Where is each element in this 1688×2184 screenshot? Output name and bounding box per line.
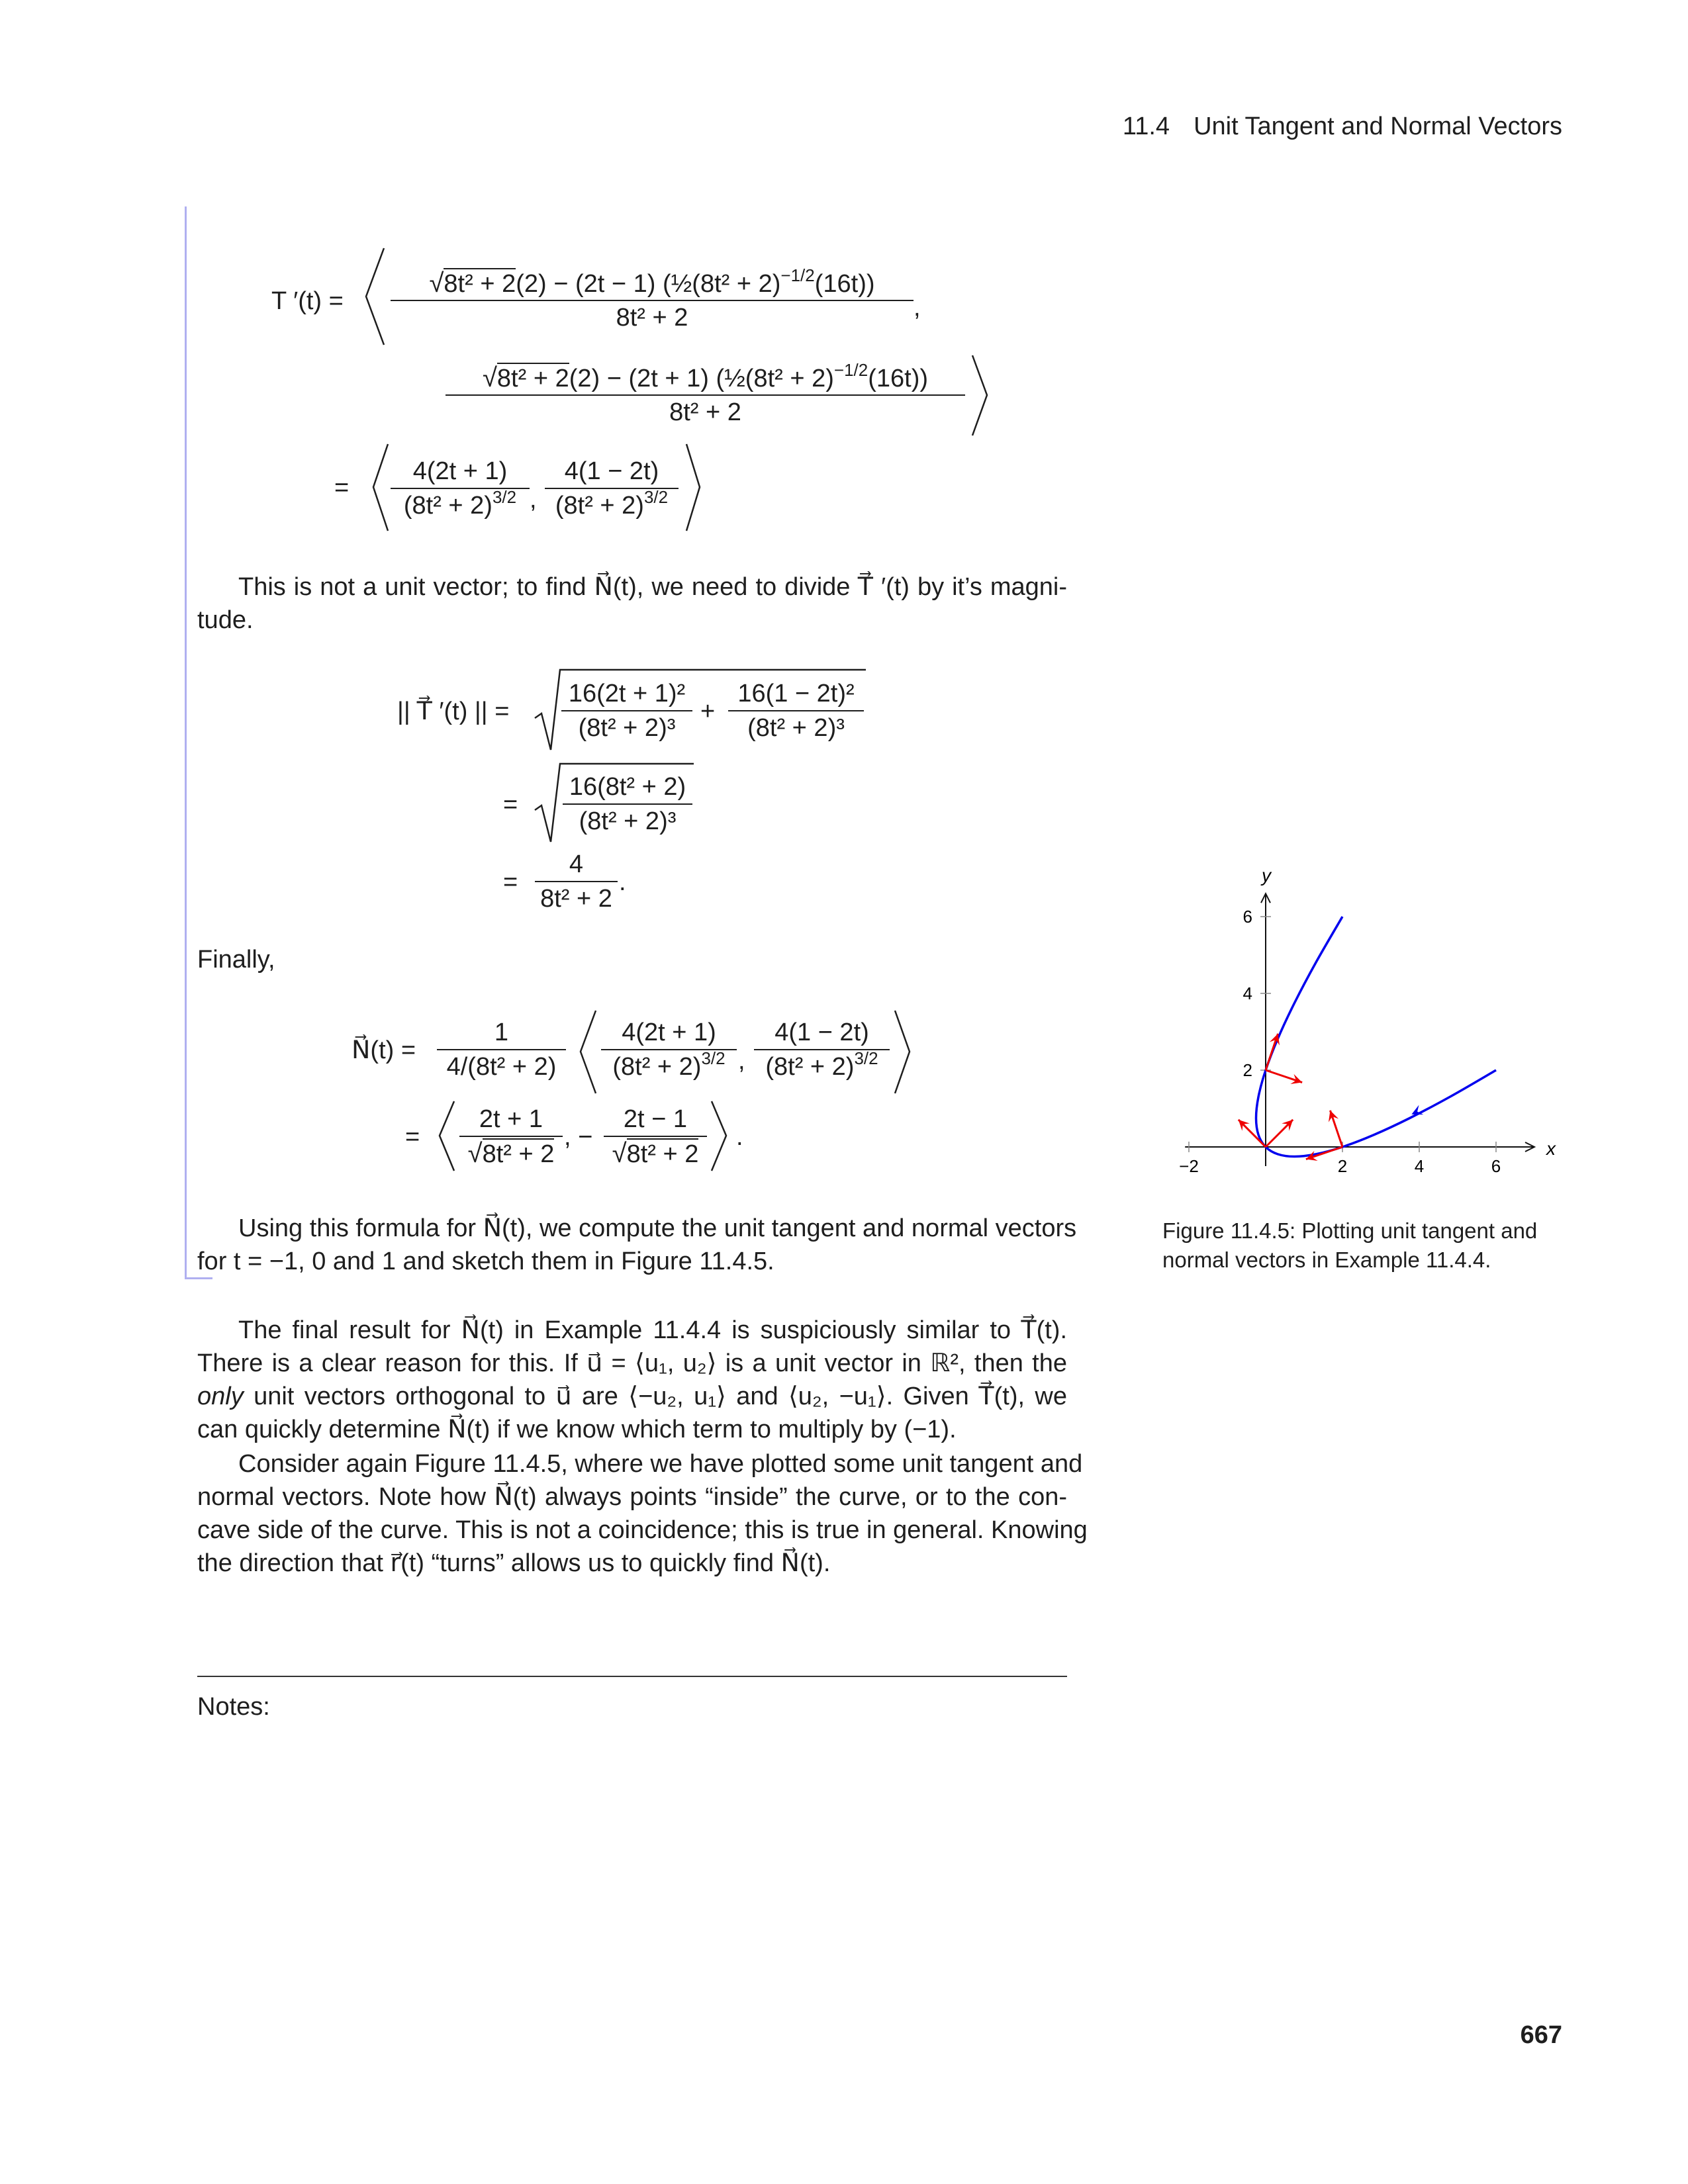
paragraph-line [197, 1413, 1067, 1446]
y-axis-label: y [1262, 865, 1271, 886]
x-tick-label: −2 [1179, 1156, 1199, 1176]
y-tick-label: 2 [1243, 1060, 1252, 1080]
text-segment: unit vectors orthogonal to u⃗ are ⟨−u₂, u₁⟩ and ⟨u₂, −u₁⟩. Given T⃗(t), we [243, 1383, 1067, 1410]
notes-divider [197, 1676, 1067, 1677]
running-header [1123, 113, 1562, 141]
section-number: 11.4 [1122, 113, 1170, 140]
text-segment: the direction that r⃗(t) “turns” allows us to quickly find N⃗(t). [197, 1549, 831, 1577]
comma: , [738, 1047, 745, 1075]
paragraph-line [238, 1314, 1067, 1347]
x-tick-label: 6 [1491, 1156, 1501, 1176]
text-segment: can quickly determine N⃗(t) if we know which term to multiply by (−1). [197, 1416, 957, 1443]
right-angle-bracket [710, 1101, 727, 1171]
tprime-fraction-2: √8t² + 2(2) − (2t + 1) (½(8t² + 2)$^{-1/2}$(16t)) 8t² + 2 [445, 361, 965, 429]
separator: , − [564, 1123, 593, 1151]
tprime-fraction-1: √8t² + 2(2) − (2t − 1) (½(8t² + 2)$^{-1/2}$(16t)) 8t² + 2 [391, 267, 914, 334]
example-margin-bar [185, 206, 187, 1279]
tprime-lhs: T ′(t) = [271, 287, 344, 315]
tprime-simplified-2: 4(1 − 2t) $(8t^2 + 2)^{3/2}$ [545, 455, 679, 522]
plus: + [700, 698, 716, 725]
equals: = [334, 474, 350, 502]
norm-term-1: 16(2t + 1)² (8t² + 2)³ [561, 677, 692, 745]
n-component-2: 4(1 − 2t) $(8t^2 + 2)^{3/2}$ [754, 1016, 890, 1083]
left-angle-bracket [372, 444, 389, 531]
x-tick-label: 4 [1414, 1156, 1425, 1176]
right-angle-bracket [685, 444, 701, 531]
right-angle-bracket [894, 1011, 911, 1093]
n-component-1: 4(2t + 1) $(8t^2 + 2)^{3/2}$ [601, 1016, 737, 1083]
n-final-component-1: 2t + 1 √8t² + 2 [459, 1103, 563, 1170]
norm-result: 4 8t² + 2 [535, 848, 618, 915]
n-lhs: N⃗(t) = [352, 1036, 416, 1064]
equals: = [503, 868, 518, 896]
figure-plot [1158, 860, 1589, 1205]
y-tick-label: 6 [1243, 907, 1252, 927]
text-segment: normal vectors. Note how N⃗(t) always points “inside” the curve, or to the con- [197, 1483, 1067, 1511]
x-tick-label: 2 [1337, 1156, 1348, 1176]
paragraph-line [238, 1447, 1083, 1480]
tprime-simplified-1: 4(2t + 1) $(8t^2 + 2)^{3/2}$ [391, 455, 530, 522]
text-segment: The final result for N⃗(t) in Example 11.4.4 is suspiciously similar to T⃗(t). [238, 1316, 1067, 1344]
paragraph-line [197, 1480, 1067, 1514]
section-title: Unit Tangent and Normal Vectors [1194, 113, 1562, 140]
y-tick-label: 4 [1243, 983, 1252, 1003]
comma: , [530, 486, 537, 514]
left-angle-bracket [579, 1011, 597, 1093]
text-segment: There is a clear reason for this. If u⃗ = ⟨u₁, u₂⟩ is a unit vector in ℝ², then the [197, 1349, 1067, 1377]
paragraph-line [197, 1514, 1088, 1547]
equals: = [405, 1123, 420, 1151]
figure-caption-line: Figure 11.4.5: Plotting unit tangent and [1162, 1218, 1538, 1243]
text-segment: Consider again Figure 11.4.5, where we have plotted some unit tangent and [238, 1450, 1083, 1478]
n-scalar: 1 4/(8t² + 2) [437, 1016, 566, 1083]
equals: = [503, 791, 518, 819]
period: . [736, 1123, 743, 1151]
left-angle-bracket [438, 1101, 455, 1171]
norm-term-2: 16(1 − 2t)² (8t² + 2)³ [728, 677, 864, 745]
finally-text: Finally, [197, 946, 275, 974]
norm-lhs: || T⃗ ′(t) || = [397, 698, 510, 725]
n-final-component-2: 2t − 1 √8t² + 2 [604, 1103, 707, 1170]
paragraph-line: Using this formula for N⃗(t), we compute the unit tangent and normal vectors [238, 1214, 1077, 1242]
comma: , [914, 294, 921, 322]
text-segment: cave side of the curve. This is not a coincidence; this is true in general. Knowing [197, 1516, 1088, 1544]
notes-label: Notes: [197, 1693, 270, 1721]
right-angle-bracket [971, 355, 988, 435]
paragraph-line [197, 1547, 1067, 1580]
period: . [619, 868, 626, 896]
paragraph-line [197, 1347, 1067, 1380]
page-number: 667 [1520, 2021, 1562, 2049]
text-segment: only [197, 1383, 244, 1410]
left-angle-bracket [364, 248, 386, 345]
paragraph-line: This is not a unit vector; to find N⃗(t), we need to divide T⃗ ′(t) by it’s magni- [238, 573, 1067, 601]
paragraph-line: tude. [197, 606, 254, 634]
paragraph-line [197, 1380, 1067, 1413]
norm-step-2: 16(8t² + 2) (8t² + 2)³ [563, 770, 692, 838]
paragraph-line: for t = −1, 0 and 1 and sketch them in Figure 11.4.5. [197, 1248, 774, 1275]
figure-caption-line: normal vectors in Example 11.4.4. [1162, 1248, 1491, 1272]
x-axis-label: x [1546, 1138, 1556, 1159]
